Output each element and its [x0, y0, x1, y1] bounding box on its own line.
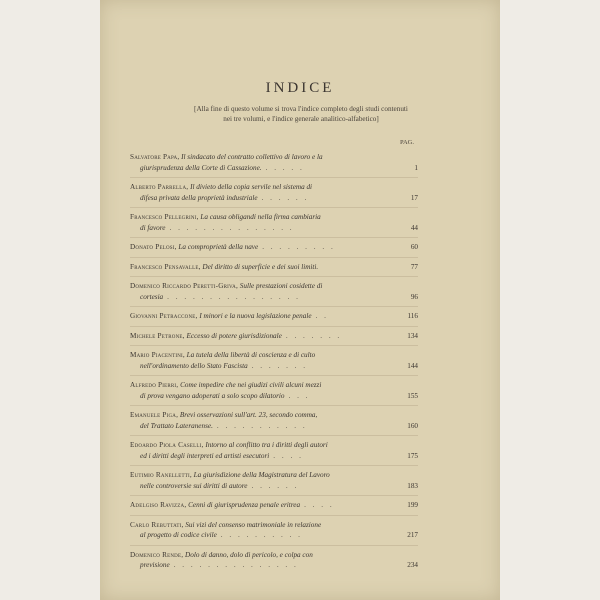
leader-dots: . . . . . [265, 163, 305, 172]
entry-title-continued: cortesia [140, 292, 164, 301]
entry-first-line [130, 281, 390, 292]
entry-title: La causa obligandi nella firma cambiaria [200, 213, 321, 221]
entry-title: Sulle prestazioni cosidette di [239, 282, 323, 290]
entry-title: Del diritto di superficie e dei suoi limiti. [202, 262, 319, 271]
entry-title: Brevi osservazioni sull'art. 23, secondo comma, [179, 411, 318, 419]
entry-author: Emanuele Piga, [130, 411, 179, 419]
entry-title-continued: di prova vengano adoperati a solo scopo dilatorio [140, 391, 285, 400]
entry-page-number: 134 [407, 331, 418, 340]
entry-first-line [130, 242, 390, 253]
entry-page-number: 155 [407, 391, 418, 400]
entry-page-number: 199 [407, 501, 418, 509]
leader-dots: . . . . . . . . . [262, 243, 336, 251]
page-title: INDICE [265, 80, 335, 96]
entry-title-continued: giurisprudenza della Corte di Cassazione. [140, 163, 262, 172]
leader-dots: . . . [288, 391, 310, 400]
entry-title-continued: di favore [140, 223, 166, 232]
entry-page-number: 217 [407, 531, 418, 539]
index-entry [130, 212, 418, 233]
entry-separator [130, 465, 418, 466]
entry-separator [130, 435, 418, 436]
entry-author: Adelgiso Ravizza, [130, 501, 187, 509]
leader-dots: . . . . . . . . . . . . . . . . [167, 292, 301, 301]
entry-title: Sui vizi del consenso matrimoniale in relazione [185, 520, 322, 529]
entry-author: Carlo Rebuttati, [130, 520, 184, 529]
leader-dots: . . . . . . . . . . . . . . . [173, 561, 299, 569]
index-entry [130, 440, 418, 461]
entry-author: Mario Piacentini, [130, 351, 185, 359]
entry-title: Cenni di giurisprudenza penale eritrea [188, 501, 301, 509]
entry-separator [130, 326, 418, 327]
leader-dots: . . . . . . [251, 481, 299, 490]
entry-second-line [130, 193, 390, 204]
entry-first-line [130, 500, 390, 511]
entry-first-line [130, 350, 390, 361]
leader-dots: . . . . . . . . . . . [216, 421, 308, 430]
entry-author: Alberto Parrella, [130, 183, 189, 191]
leader-dots: . . . . [273, 451, 304, 460]
book-page [100, 0, 500, 600]
entry-page-number: 175 [407, 451, 418, 460]
entry-title: I minori e la nuova legislazione penale [199, 312, 312, 320]
entry-second-line [130, 223, 390, 234]
entry-second-line [130, 361, 390, 372]
entry-separator [130, 405, 418, 406]
index-entries [130, 152, 418, 571]
entry-author: Francesco Pensavalle, [130, 262, 201, 271]
entry-title-continued: previsione [140, 561, 170, 569]
entry-title: La comproprietà della nave [178, 243, 259, 251]
entry-page-number: 183 [407, 481, 418, 490]
entry-author: Eutimio Ranelletti, [130, 471, 192, 479]
entry-second-line [130, 391, 390, 402]
entry-second-line [130, 421, 390, 432]
entry-separator [130, 306, 418, 307]
note-line: [Alla fine di questo volume si trova l'indice completo degli studi contenuti [194, 105, 408, 113]
entry-page-number: 60 [410, 243, 418, 251]
entry-page-number: 234 [407, 561, 418, 569]
index-entry [130, 262, 418, 273]
entry-title-continued: del Trattato Lateranense. [140, 421, 213, 430]
entry-title: Dolo di danno, dolo di pericolo, e colpa con [185, 550, 313, 559]
entry-author: Donato Pelosi, [130, 243, 177, 251]
entry-author: Alfredo Pierri, [130, 381, 179, 389]
index-entry [130, 380, 418, 401]
index-entry [130, 182, 418, 203]
entry-author: Francesco Pellegrini, [130, 213, 199, 221]
leader-dots: . . . . . . . . . . [220, 531, 303, 539]
entry-page-number: 96 [410, 292, 418, 301]
leader-dots: . . . . . . . . . . . . . . . [169, 223, 295, 232]
entry-title-continued: al progetto di codice civile [140, 531, 217, 539]
entry-first-line [130, 380, 390, 391]
leader-dots: . . . . . . . [285, 331, 342, 340]
index-entry [130, 281, 418, 302]
entry-title-continued: ed i diritti degli interpreti ed artisti esecutori [140, 451, 270, 460]
entry-first-line [130, 212, 390, 223]
entry-first-line [130, 182, 390, 193]
entry-title: La giurisdizione della Magistratura del Lavoro [193, 471, 330, 479]
entry-title: Eccesso di potere giurisdizionale [186, 331, 282, 340]
entry-title: Il divieto della copia servile nel sistema di [190, 183, 313, 191]
entry-first-line [130, 311, 390, 322]
entry-page-number: 160 [407, 421, 418, 430]
entry-separator [130, 345, 418, 346]
entry-title: La tutela della libertà di coscienza e di culto [186, 351, 316, 359]
index-note [146, 104, 456, 124]
leader-dots: . . . . . . [261, 193, 309, 202]
entry-first-line [130, 550, 390, 561]
entry-second-line [130, 163, 390, 174]
leader-dots: . . [315, 312, 329, 320]
entry-separator [130, 207, 418, 208]
entry-separator [130, 375, 418, 376]
index-entry [130, 550, 418, 571]
entry-author: Domenico Rende, [130, 550, 184, 559]
entry-second-line [130, 292, 390, 303]
entry-author: Edoardo Piola Caselli, [130, 441, 204, 449]
entry-first-line [130, 152, 390, 163]
leader-dots: . . . . [304, 501, 335, 509]
index-entry [130, 500, 418, 511]
entry-separator [130, 495, 418, 496]
index-entry [130, 470, 418, 491]
entry-page-number: 44 [410, 223, 418, 232]
entry-author: Salvatore Papa, [130, 153, 180, 161]
index-entry [130, 350, 418, 371]
entry-separator [130, 237, 418, 238]
entry-separator [130, 545, 418, 546]
entry-second-line [130, 530, 390, 541]
index-entry [130, 242, 418, 253]
entry-title-continued: nelle controversie sui diritti di autore [140, 481, 248, 490]
index-entry [130, 331, 418, 342]
entry-author: Giovanni Petraccone, [130, 312, 198, 320]
entry-page-number: 77 [410, 262, 418, 271]
entry-first-line [130, 520, 390, 531]
entry-second-line [130, 560, 390, 571]
entry-first-line [130, 440, 390, 451]
entry-first-line [130, 331, 390, 342]
entry-page-number: 144 [407, 361, 418, 370]
index-entry [130, 152, 418, 173]
entry-title-continued: nell'ordinamento dello Stato Fascista [140, 361, 248, 370]
entry-page-number: 1 [414, 163, 418, 172]
entry-title: Come impedire che nei giudizi civili alcuni mezzi [180, 381, 322, 389]
index-entry [130, 410, 418, 431]
note-line: nei tre volumi, e l'indice generale analitico-alfabetico] [223, 115, 379, 123]
index-entry [130, 520, 418, 541]
entry-separator [130, 257, 418, 258]
index-entry [130, 311, 418, 322]
entry-first-line [130, 410, 390, 421]
entry-separator [130, 177, 418, 178]
entry-first-line [130, 262, 390, 273]
page-column-header: PAG. [399, 139, 414, 146]
entry-page-number: 17 [410, 193, 418, 202]
entry-title: Il sindacato del contratto collettivo di lavoro e la [181, 153, 323, 161]
entry-first-line [130, 470, 390, 481]
entry-second-line [130, 481, 390, 492]
entry-title-continued: difesa privata della proprietà industriale [140, 193, 258, 202]
entry-page-number: 116 [407, 312, 418, 320]
entry-title: Intorno al conflitto tra i diritti degli autori [205, 441, 328, 449]
entry-author: Michele Petrone, [130, 331, 185, 340]
leader-dots: . . . . . . . [251, 361, 308, 370]
entry-separator [130, 276, 418, 277]
entry-separator [130, 515, 418, 516]
entry-author: Domenico Riccardo Peretti-Griva, [130, 282, 238, 290]
entry-second-line [130, 451, 390, 462]
